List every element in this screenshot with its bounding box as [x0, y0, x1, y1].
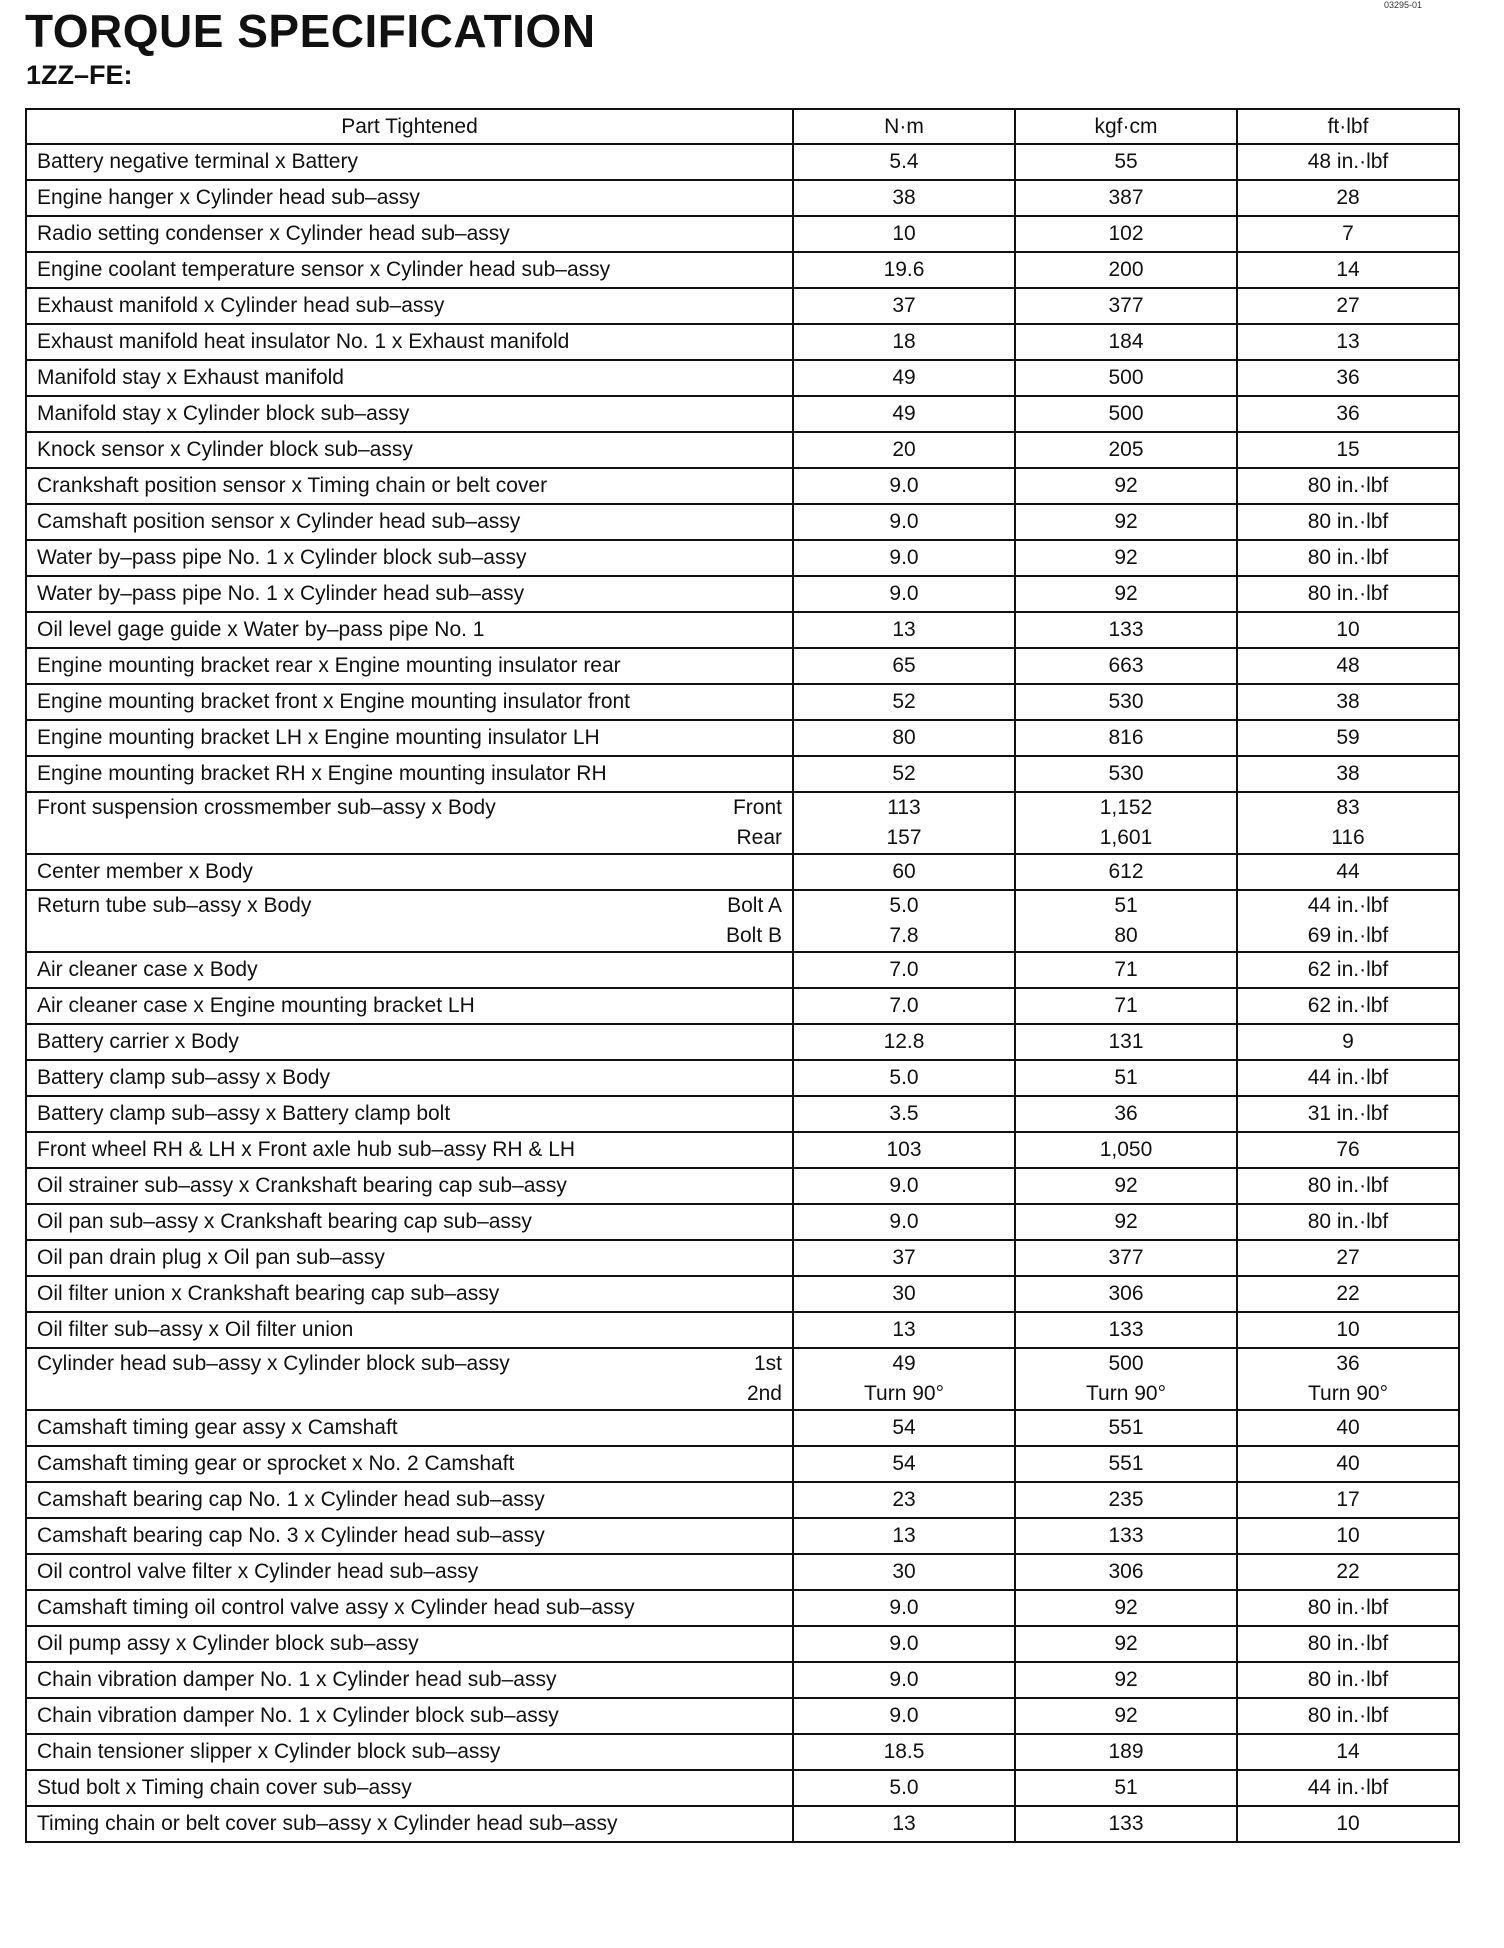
nm-cell: 7.0 — [793, 952, 1015, 988]
table-row — [26, 1168, 1459, 1204]
nm-cell: 13 — [793, 1312, 1015, 1348]
nm-cell: 5.0 — [793, 1060, 1015, 1096]
ft-lbf-cell: 10 — [1237, 1806, 1459, 1842]
ft-lbf-cell: 48 — [1237, 648, 1459, 684]
part-cell: Water by–pass pipe No. 1 x Cylinder head sub–assy — [26, 576, 793, 612]
kgf-cm-cell: 92 — [1015, 504, 1237, 540]
table-row — [26, 1518, 1459, 1554]
table-row — [26, 432, 1459, 468]
nm-cell: 37 — [793, 288, 1015, 324]
kgf-cm-cell: 200 — [1015, 252, 1237, 288]
nm-cell: 9.0 — [793, 1168, 1015, 1204]
nm-cell: 5.4 — [793, 144, 1015, 180]
part-cell: Engine hanger x Cylinder head sub–assy — [26, 180, 793, 216]
nm-cell: 54 — [793, 1446, 1015, 1482]
condition-label: Bolt A — [727, 894, 782, 917]
kgf-cm-cell: 102 — [1015, 216, 1237, 252]
kgf-cm-cell: 133 — [1015, 1518, 1237, 1554]
ft-lbf-cell-value: Turn 90° — [1308, 1382, 1388, 1405]
kgf-cm-cell: 205 — [1015, 432, 1237, 468]
table-row — [26, 854, 1459, 890]
table-row — [26, 1348, 1459, 1410]
nm-cell: 18.5 — [793, 1734, 1015, 1770]
part-cell — [26, 1348, 793, 1410]
ft-lbf-cell: 15 — [1237, 432, 1459, 468]
nm-cell: 54 — [793, 1410, 1015, 1446]
table-row — [26, 540, 1459, 576]
ft-lbf-cell: 10 — [1237, 1312, 1459, 1348]
part-cell: Timing chain or belt cover sub–assy x Cylinder head sub–assy — [26, 1806, 793, 1842]
ft-lbf-cell: 76 — [1237, 1132, 1459, 1168]
kgf-cm-cell: 71 — [1015, 988, 1237, 1024]
table-row — [26, 144, 1459, 180]
table-row — [26, 1626, 1459, 1662]
table-row — [26, 952, 1459, 988]
kgf-cm-cell: 500 — [1015, 360, 1237, 396]
part-cell: Manifold stay x Exhaust manifold — [26, 360, 793, 396]
part-cell: Oil filter sub–assy x Oil filter union — [26, 1312, 793, 1348]
part-cell: Camshaft bearing cap No. 1 x Cylinder head sub–assy — [26, 1482, 793, 1518]
ft-lbf-cell: 31 in.·lbf — [1237, 1096, 1459, 1132]
table-row — [26, 1446, 1459, 1482]
kgf-cm-cell — [1015, 1348, 1237, 1410]
ft-lbf-cell: 48 in.·lbf — [1237, 144, 1459, 180]
part-cell-content — [37, 1349, 782, 1409]
table-row — [26, 1204, 1459, 1240]
table-row — [26, 288, 1459, 324]
part-cell: Air cleaner case x Engine mounting bracket LH — [26, 988, 793, 1024]
ft-lbf-cell: 80 in.·lbf — [1237, 504, 1459, 540]
part-cell: Oil pan drain plug x Oil pan sub–assy — [26, 1240, 793, 1276]
nm-cell: 80 — [793, 720, 1015, 756]
ft-lbf-cell-value: 36 — [1336, 1352, 1360, 1375]
nm-cell: 12.8 — [793, 1024, 1015, 1060]
ft-lbf-cell: 80 in.·lbf — [1237, 468, 1459, 504]
kgf-cm-cell: 133 — [1015, 612, 1237, 648]
part-cell: Exhaust manifold x Cylinder head sub–assy — [26, 288, 793, 324]
kgf-cm-cell: 1,050 — [1015, 1132, 1237, 1168]
nm-cell: 9.0 — [793, 1698, 1015, 1734]
nm-cell: 9.0 — [793, 1590, 1015, 1626]
ft-lbf-cell: 62 in.·lbf — [1237, 952, 1459, 988]
table-row — [26, 216, 1459, 252]
kgf-cm-cell: 92 — [1015, 1698, 1237, 1734]
condition-list — [733, 793, 782, 853]
condition-label: Rear — [736, 826, 782, 849]
nm-cell: 10 — [793, 216, 1015, 252]
nm-cell: 13 — [793, 1518, 1015, 1554]
table-header — [26, 109, 1459, 144]
kgf-cm-cell: 133 — [1015, 1312, 1237, 1348]
part-cell: Engine mounting bracket LH x Engine mounting insulator LH — [26, 720, 793, 756]
part-cell: Exhaust manifold heat insulator No. 1 x Exhaust manifold — [26, 324, 793, 360]
ft-lbf-cell-value: 69 in.·lbf — [1307, 924, 1389, 947]
ft-lbf-cell: 27 — [1237, 1240, 1459, 1276]
ft-lbf-cell — [1237, 1348, 1459, 1410]
ft-lbf-cell: 80 in.·lbf — [1237, 1204, 1459, 1240]
ft-lbf-cell: 80 in.·lbf — [1237, 1168, 1459, 1204]
kgf-cm-cell: 551 — [1015, 1410, 1237, 1446]
part-cell: Engine mounting bracket rear x Engine mounting insulator rear — [26, 648, 793, 684]
nm-cell: 38 — [793, 180, 1015, 216]
table-row — [26, 890, 1459, 952]
nm-cell: 30 — [793, 1276, 1015, 1312]
ft-lbf-cell — [1237, 792, 1459, 854]
nm-cell: 5.0 — [793, 1770, 1015, 1806]
nm-cell — [793, 890, 1015, 952]
condition-list — [747, 1349, 782, 1409]
header-row — [26, 109, 1459, 144]
table-row — [26, 1590, 1459, 1626]
part-cell: Oil filter union x Crankshaft bearing cap sub–assy — [26, 1276, 793, 1312]
ft-lbf-cell: 27 — [1237, 288, 1459, 324]
kgf-cm-cell: 51 — [1015, 1060, 1237, 1096]
ft-lbf-cell: 10 — [1237, 612, 1459, 648]
ft-lbf-cell: 9 — [1237, 1024, 1459, 1060]
nm-cell: 9.0 — [793, 1662, 1015, 1698]
table-row — [26, 612, 1459, 648]
torque-spec-table — [25, 108, 1460, 1843]
part-cell — [26, 792, 793, 854]
ft-lbf-cell: 59 — [1237, 720, 1459, 756]
table-row — [26, 576, 1459, 612]
nm-cell: 9.0 — [793, 504, 1015, 540]
kgf-cm-cell-value: 1,152 — [1099, 796, 1153, 819]
condition-label: Bolt B — [725, 924, 782, 947]
table-body — [26, 144, 1459, 1842]
nm-cell: 52 — [793, 684, 1015, 720]
table-row — [26, 1662, 1459, 1698]
kgf-cm-cell: 235 — [1015, 1482, 1237, 1518]
nm-cell: 103 — [793, 1132, 1015, 1168]
nm-cell: 30 — [793, 1554, 1015, 1590]
table-row — [26, 252, 1459, 288]
part-cell: Battery carrier x Body — [26, 1024, 793, 1060]
table-row — [26, 1312, 1459, 1348]
condition-list — [726, 891, 782, 951]
part-cell: Camshaft timing oil control valve assy x Cylinder head sub–assy — [26, 1590, 793, 1626]
nm-cell: 18 — [793, 324, 1015, 360]
part-cell: Battery clamp sub–assy x Battery clamp bolt — [26, 1096, 793, 1132]
nm-cell: 52 — [793, 756, 1015, 792]
nm-cell-value: 49 — [892, 1352, 916, 1375]
kgf-cm-cell: 306 — [1015, 1554, 1237, 1590]
kgf-cm-cell: 55 — [1015, 144, 1237, 180]
table-row — [26, 1132, 1459, 1168]
ft-lbf-cell: 38 — [1237, 684, 1459, 720]
nm-cell-value: 157 — [886, 826, 922, 849]
part-cell: Stud bolt x Timing chain cover sub–assy — [26, 1770, 793, 1806]
part-name: Front suspension crossmember sub–assy x Body — [37, 796, 496, 819]
part-name: Return tube sub–assy x Body — [37, 894, 312, 917]
kgf-cm-cell: 92 — [1015, 576, 1237, 612]
kgf-cm-cell: 36 — [1015, 1096, 1237, 1132]
part-cell-content — [37, 891, 782, 951]
table-row — [26, 648, 1459, 684]
part-cell: Water by–pass pipe No. 1 x Cylinder block sub–assy — [26, 540, 793, 576]
nm-cell: 19.6 — [793, 252, 1015, 288]
ft-lbf-cell: 36 — [1237, 396, 1459, 432]
table-row — [26, 1806, 1459, 1842]
nm-cell: 3.5 — [793, 1096, 1015, 1132]
nm-cell: 13 — [793, 1806, 1015, 1842]
part-cell: Engine mounting bracket RH x Engine mounting insulator RH — [26, 756, 793, 792]
table-row — [26, 180, 1459, 216]
kgf-cm-cell: 530 — [1015, 684, 1237, 720]
table-row — [26, 1060, 1459, 1096]
kgf-cm-cell: 71 — [1015, 952, 1237, 988]
table-row — [26, 1276, 1459, 1312]
part-cell: Air cleaner case x Body — [26, 952, 793, 988]
nm-cell: 9.0 — [793, 576, 1015, 612]
ft-lbf-cell: 14 — [1237, 1734, 1459, 1770]
ft-lbf-cell: 14 — [1237, 252, 1459, 288]
table-row — [26, 504, 1459, 540]
kgf-cm-cell: 816 — [1015, 720, 1237, 756]
kgf-cm-cell: 306 — [1015, 1276, 1237, 1312]
part-cell: Oil strainer sub–assy x Crankshaft bearing cap sub–assy — [26, 1168, 793, 1204]
header-kgf-cm: kgf·cm — [1015, 109, 1237, 144]
ft-lbf-cell: 22 — [1237, 1276, 1459, 1312]
kgf-cm-cell: 184 — [1015, 324, 1237, 360]
table-row — [26, 1240, 1459, 1276]
ft-lbf-cell: 36 — [1237, 360, 1459, 396]
ft-lbf-cell: 40 — [1237, 1410, 1459, 1446]
nm-cell — [793, 792, 1015, 854]
nm-cell: 20 — [793, 432, 1015, 468]
ft-lbf-cell: 13 — [1237, 324, 1459, 360]
ft-lbf-cell: 10 — [1237, 1518, 1459, 1554]
nm-cell: 9.0 — [793, 540, 1015, 576]
ft-lbf-cell: 80 in.·lbf — [1237, 1662, 1459, 1698]
kgf-cm-cell: 663 — [1015, 648, 1237, 684]
nm-cell: 23 — [793, 1482, 1015, 1518]
kgf-cm-cell: 131 — [1015, 1024, 1237, 1060]
part-cell: Front wheel RH & LH x Front axle hub sub–assy RH & LH — [26, 1132, 793, 1168]
ft-lbf-cell — [1237, 890, 1459, 952]
part-cell: Oil level gage guide x Water by–pass pipe No. 1 — [26, 612, 793, 648]
kgf-cm-cell: 500 — [1015, 396, 1237, 432]
kgf-cm-cell: 92 — [1015, 1204, 1237, 1240]
kgf-cm-cell: 530 — [1015, 756, 1237, 792]
part-name: Cylinder head sub–assy x Cylinder block sub–assy — [37, 1352, 510, 1375]
part-cell: Knock sensor x Cylinder block sub–assy — [26, 432, 793, 468]
nm-cell-value: 113 — [887, 796, 921, 819]
part-cell: Camshaft timing gear or sprocket x No. 2 Camshaft — [26, 1446, 793, 1482]
nm-cell-value: 5.0 — [889, 894, 919, 917]
ft-lbf-cell: 28 — [1237, 180, 1459, 216]
kgf-cm-cell: 92 — [1015, 1626, 1237, 1662]
table-row — [26, 1770, 1459, 1806]
kgf-cm-cell-value: 500 — [1108, 1352, 1144, 1375]
table-row — [26, 720, 1459, 756]
nm-cell: 37 — [793, 1240, 1015, 1276]
part-cell: Oil control valve filter x Cylinder head sub–assy — [26, 1554, 793, 1590]
ft-lbf-cell: 7 — [1237, 216, 1459, 252]
kgf-cm-cell-value: 80 — [1114, 924, 1138, 947]
nm-cell: 13 — [793, 612, 1015, 648]
part-cell: Chain tensioner slipper x Cylinder block sub–assy — [26, 1734, 793, 1770]
part-cell: Crankshaft position sensor x Timing chain or belt cover — [26, 468, 793, 504]
nm-cell: 9.0 — [793, 468, 1015, 504]
nm-cell: 60 — [793, 854, 1015, 890]
ft-lbf-cell-value: 44 in.·lbf — [1307, 894, 1389, 917]
engine-code-subtitle: 1ZZ–FE: — [26, 60, 133, 90]
table-row — [26, 1096, 1459, 1132]
part-cell-content — [37, 793, 782, 853]
kgf-cm-cell-value: 51 — [1114, 894, 1138, 917]
kgf-cm-cell: 51 — [1015, 1770, 1237, 1806]
ft-lbf-cell-value: 116 — [1331, 826, 1365, 849]
kgf-cm-cell: 92 — [1015, 1590, 1237, 1626]
kgf-cm-cell — [1015, 890, 1237, 952]
kgf-cm-cell — [1015, 792, 1237, 854]
kgf-cm-cell: 133 — [1015, 1806, 1237, 1842]
table-row — [26, 1482, 1459, 1518]
kgf-cm-cell: 189 — [1015, 1734, 1237, 1770]
part-cell: Oil pan sub–assy x Crankshaft bearing cap sub–assy — [26, 1204, 793, 1240]
header-part-tightened: Part Tightened — [26, 109, 793, 144]
part-cell: Oil pump assy x Cylinder block sub–assy — [26, 1626, 793, 1662]
table-row — [26, 360, 1459, 396]
table-row — [26, 1024, 1459, 1060]
kgf-cm-cell: 377 — [1015, 288, 1237, 324]
ft-lbf-cell: 44 in.·lbf — [1237, 1770, 1459, 1806]
part-cell: Battery clamp sub–assy x Body — [26, 1060, 793, 1096]
document-code: 03295-01 — [1383, 0, 1422, 10]
table-row — [26, 324, 1459, 360]
nm-cell: 9.0 — [793, 1204, 1015, 1240]
table-row — [26, 684, 1459, 720]
part-cell: Engine mounting bracket front x Engine mounting insulator front — [26, 684, 793, 720]
ft-lbf-cell: 80 in.·lbf — [1237, 1698, 1459, 1734]
page-title: TORQUE SPECIFICATION — [25, 5, 596, 57]
kgf-cm-cell: 377 — [1015, 1240, 1237, 1276]
part-cell — [26, 890, 793, 952]
nm-cell: 65 — [793, 648, 1015, 684]
condition-label: 2nd — [746, 1382, 782, 1405]
part-cell: Chain vibration damper No. 1 x Cylinder block sub–assy — [26, 1698, 793, 1734]
ft-lbf-cell-value: 83 — [1336, 796, 1360, 819]
table-row — [26, 468, 1459, 504]
nm-cell — [793, 1348, 1015, 1410]
kgf-cm-cell: 92 — [1015, 1662, 1237, 1698]
table-row — [26, 756, 1459, 792]
part-cell: Camshaft bearing cap No. 3 x Cylinder head sub–assy — [26, 1518, 793, 1554]
table-row — [26, 988, 1459, 1024]
part-cell: Manifold stay x Cylinder block sub–assy — [26, 396, 793, 432]
ft-lbf-cell: 62 in.·lbf — [1237, 988, 1459, 1024]
nm-cell-value: Turn 90° — [864, 1382, 944, 1405]
kgf-cm-cell-value: Turn 90° — [1086, 1382, 1166, 1405]
ft-lbf-cell: 44 — [1237, 854, 1459, 890]
kgf-cm-cell: 92 — [1015, 540, 1237, 576]
ft-lbf-cell: 80 in.·lbf — [1237, 576, 1459, 612]
ft-lbf-cell: 80 in.·lbf — [1237, 1590, 1459, 1626]
table-row — [26, 396, 1459, 432]
nm-cell: 49 — [793, 396, 1015, 432]
table-row — [26, 1410, 1459, 1446]
ft-lbf-cell: 17 — [1237, 1482, 1459, 1518]
kgf-cm-cell: 551 — [1015, 1446, 1237, 1482]
table-row — [26, 1698, 1459, 1734]
part-cell: Engine coolant temperature sensor x Cylinder head sub–assy — [26, 252, 793, 288]
table-row — [26, 1734, 1459, 1770]
part-cell: Battery negative terminal x Battery — [26, 144, 793, 180]
ft-lbf-cell: 80 in.·lbf — [1237, 1626, 1459, 1662]
kgf-cm-cell: 387 — [1015, 180, 1237, 216]
header-ft-lbf: ft·lbf — [1237, 109, 1459, 144]
part-cell: Radio setting condenser x Cylinder head sub–assy — [26, 216, 793, 252]
condition-label: 1st — [753, 1352, 782, 1375]
part-cell: Camshaft timing gear assy x Camshaft — [26, 1410, 793, 1446]
part-cell: Center member x Body — [26, 854, 793, 890]
header-nm: N·m — [793, 109, 1015, 144]
kgf-cm-cell-value: 1,601 — [1099, 826, 1153, 849]
kgf-cm-cell: 92 — [1015, 1168, 1237, 1204]
kgf-cm-cell: 612 — [1015, 854, 1237, 890]
table-row — [26, 1554, 1459, 1590]
ft-lbf-cell: 80 in.·lbf — [1237, 540, 1459, 576]
nm-cell: 9.0 — [793, 1626, 1015, 1662]
ft-lbf-cell: 40 — [1237, 1446, 1459, 1482]
ft-lbf-cell: 44 in.·lbf — [1237, 1060, 1459, 1096]
part-cell: Camshaft position sensor x Cylinder head sub–assy — [26, 504, 793, 540]
nm-cell-value: 7.8 — [889, 924, 919, 947]
nm-cell: 49 — [793, 360, 1015, 396]
part-cell: Chain vibration damper No. 1 x Cylinder head sub–assy — [26, 1662, 793, 1698]
kgf-cm-cell: 92 — [1015, 468, 1237, 504]
ft-lbf-cell: 22 — [1237, 1554, 1459, 1590]
condition-label: Front — [732, 796, 782, 819]
ft-lbf-cell: 38 — [1237, 756, 1459, 792]
table-row — [26, 792, 1459, 854]
nm-cell: 7.0 — [793, 988, 1015, 1024]
